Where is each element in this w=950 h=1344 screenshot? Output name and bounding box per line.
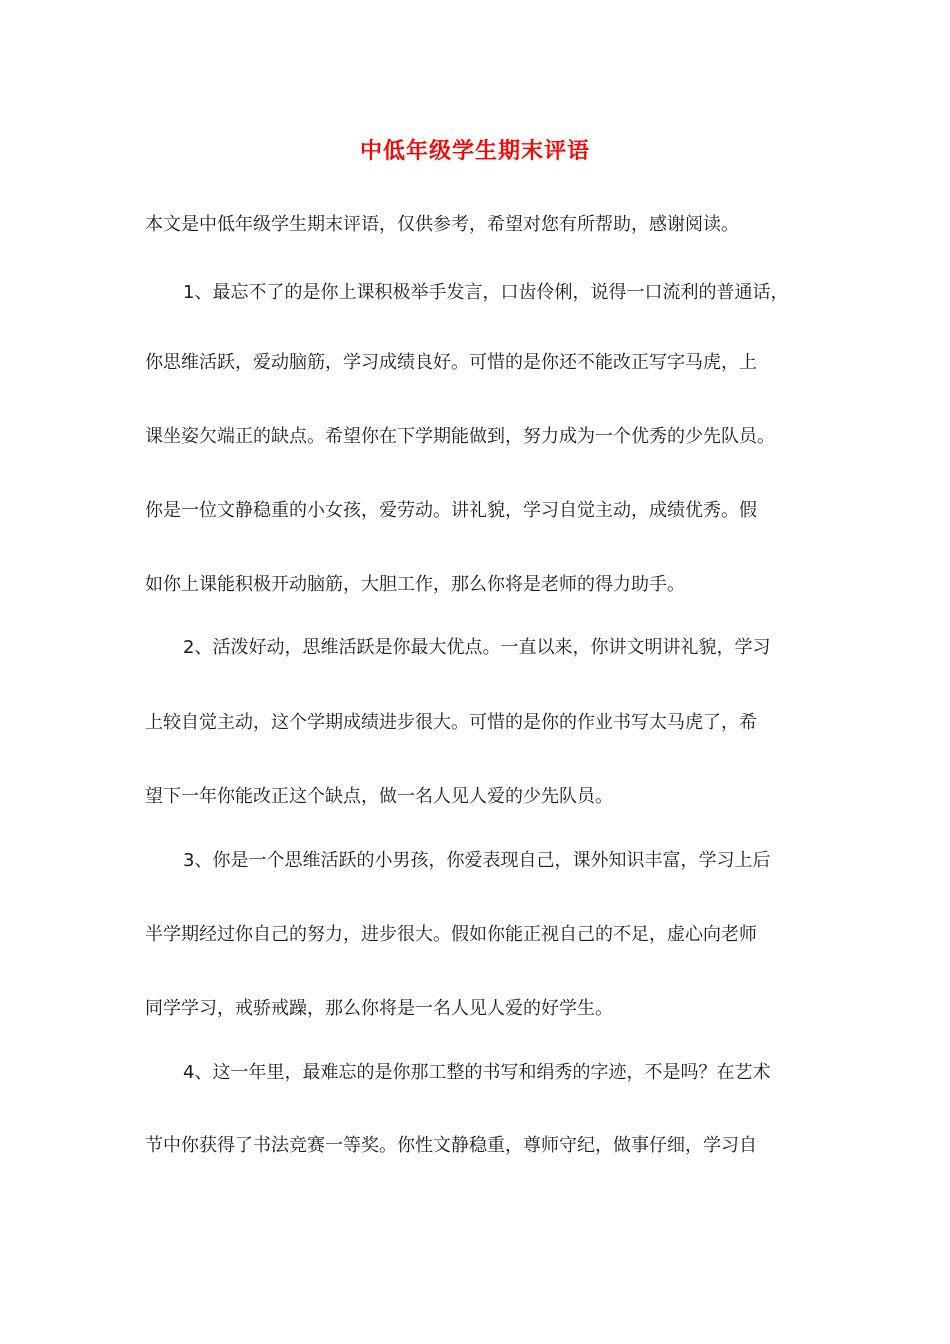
- document-title: 中低年级学生期末评语: [359, 138, 590, 164]
- paragraph-line: 半学期经过你自己的努力，进步很大。假如你能正视自己的不足，虚心向老师: [145, 924, 757, 945]
- intro-text: 本文是中低年级学生期末评语，仅供参考，希望对您有所帮助，感谢阅读。: [145, 214, 739, 235]
- paragraph-line: 节中你获得了书法竞赛一等奖。你性文静稳重，尊师守纪，做事仔细，学习自: [145, 1135, 757, 1156]
- paragraph-line: 你是一位文静稳重的小女孩，爱劳动。讲礼貌，学习自觉主动，成绩优秀。假: [145, 500, 757, 521]
- paragraph-line: 如你上课能积极开动脑筋，大胆工作，那么你将是老师的得力助手。: [145, 574, 685, 595]
- paragraph-line: 1、最忘不了的是你上课积极举手发言，口齿伶俐，说得一口流利的普通话，: [183, 282, 789, 303]
- paragraph-line: 你思维活跃，爱动脑筋，学习成绩良好。可惜的是你还不能改正写字马虎，上: [145, 352, 757, 373]
- paragraph-line: 望下一年你能改正这个缺点，做一名人见人爱的少先队员。: [145, 786, 613, 807]
- paragraph-line: 2、活泼好动，思维活跃是你最大优点。一直以来，你讲文明讲礼貌，学习: [183, 637, 771, 658]
- paragraph-line: 4、这一年里，最难忘的是你那工整的书写和绢秀的字迹，不是吗？在艺术: [183, 1062, 771, 1083]
- paragraph-line: 同学学习，戒骄戒躁，那么你将是一名人见人爱的好学生。: [145, 998, 613, 1019]
- paragraph-line: 上较自觉主动，这个学期成绩进步很大。可惜的是你的作业书写太马虎了，希: [145, 712, 757, 733]
- paragraph-line: 3、你是一个思维活跃的小男孩，你爱表现自己，课外知识丰富，学习上后: [183, 850, 771, 871]
- paragraph-line: 课坐姿欠端正的缺点。希望你在下学期能做到，努力成为一个优秀的少先队员。: [145, 426, 775, 447]
